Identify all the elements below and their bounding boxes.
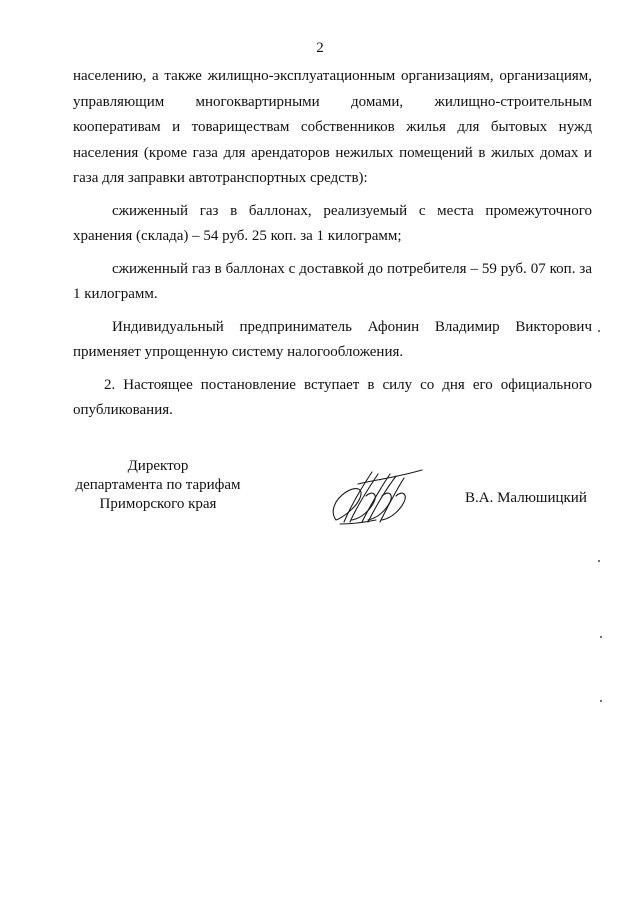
signatory-position [60,457,256,514]
paragraph-tax-system: Индивидуальный предприниматель Афонин Владимир Викторович применяет упрощенную систему налогообложения. [73,318,592,360]
scan-speck [600,700,602,702]
paragraph-price-warehouse: сжиженный газ в баллонах, реализуемый с места промежуточного хранения (склада) – 54 руб. 25 коп. за 1 килограмм; [73,202,592,244]
position-line-3: Приморского края [99,496,217,512]
scan-speck [598,560,600,562]
position-line-1: Директор [127,458,189,474]
paragraph-price-delivery: сжиженный газ в баллонах с доставкой до потребителя – 59 руб. 07 коп. за 1 килограмм. [73,260,592,302]
page-number: 2 [316,40,324,56]
signatory-name: В.А. Малюшицкий [465,490,587,506]
position-line-2: департамента по тарифам [75,477,241,493]
paragraph-effective-date: 2. Настоящее постановление вступает в силу со дня его официального опубликования. [73,376,592,418]
paragraph-consumers: населению, а также жилищно-эксплуатационным организациям, организациям, управляющим многоквартирными домами, жилищно-строительным кооперативам и товариществам собственников жилья для бытовых нужд населения (кроме газа для арендаторов нежилых помещений в жилых домах и газа для заправки автотранспортных средств): [73,68,592,186]
scan-speck [598,330,600,332]
scan-speck [600,636,602,638]
handwritten-signature [322,462,432,528]
document-body [73,64,592,431]
